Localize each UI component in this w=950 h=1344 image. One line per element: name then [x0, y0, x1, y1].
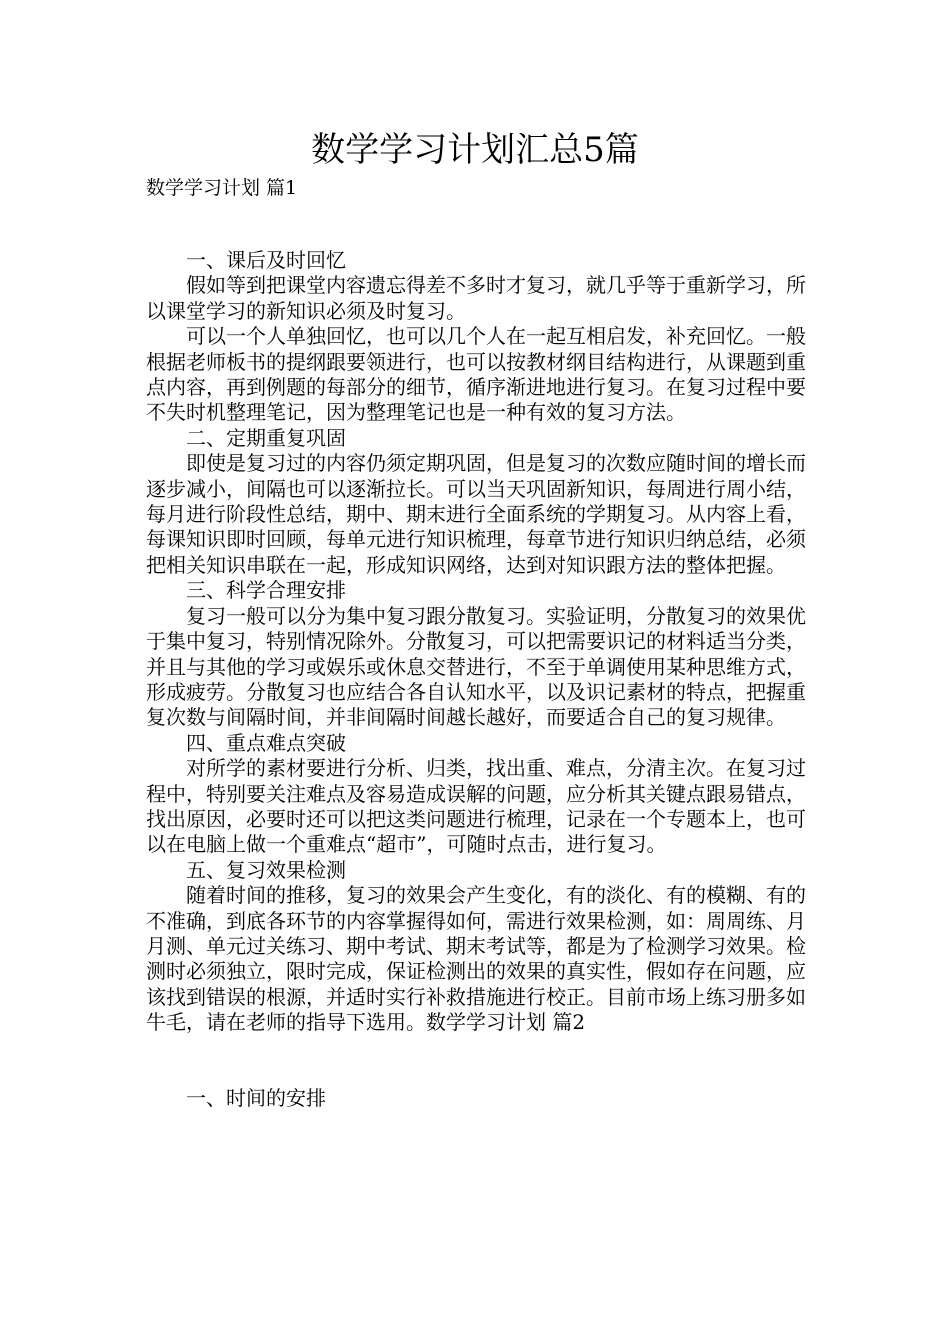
section-heading-1: 一、课后及时回忆	[186, 248, 346, 272]
section-heading-3: 三、科学合理安排	[186, 578, 346, 603]
document-body	[146, 248, 806, 1111]
section-heading-2: 二、定期重复巩固	[186, 425, 346, 450]
paragraph: 可以一个人单独回忆，也可以几个人在一起互相启发，补充回忆。一般根据老师板书的提纲跟要领进行，也可以按教材纲目结构进行，从课题到重点内容，再到例题的每部分的细节，循序渐进地进行复习。在复习过程中要不失时机整理笔记，因为整理笔记也是一种有效的复习方法。	[146, 324, 806, 425]
document-title: 数学学习计划汇总5篇	[311, 130, 639, 170]
section-heading-4: 四、重点难点突破	[186, 730, 346, 755]
section-heading-5: 五、复习效果检测	[186, 857, 346, 882]
section-heading-part2-1: 一、时间的安排	[186, 1085, 326, 1110]
document-subtitle: 数学学习计划 篇1	[146, 177, 298, 199]
paragraph: 假如等到把课堂内容遗忘得差不多时才复习，就几乎等于重新学习，所以课堂学习的新知识必须及时复习。	[146, 273, 806, 323]
paragraph: 随着时间的推移，复习的效果会产生变化，有的淡化、有的模糊、有的不准确，到底各环节的内容掌握得如何，需进行效果检测，如：周周练、月月测、单元过关练习、期中考试、期末考试等，都是为了检测学习效果。检测时必须独立，限时完成，保证检测出的效果的真实性，假如存在问题，应该找到错误的根源，并适时实行补救措施进行校正。目前市场上练习册多如牛毛，请在老师的指导下选用。数学学习计划 篇2	[146, 883, 806, 1035]
paragraph: 对所学的素材要进行分析、归类，找出重、难点，分清主次。在复习过程中，特别要关注难点及容易造成误解的问题，应分析其关键点跟易错点，找出原因，必要时还可以把这类问题进行梳理，记录在一个专题本上，也可以在电脑上做一个重难点“超市”，可随时点击，进行复习。	[146, 756, 806, 857]
blank-space	[146, 1036, 806, 1086]
paragraph: 即使是复习过的内容仍须定期巩固，但是复习的次数应随时间的增长而逐步减小，间隔也可以逐渐拉长。可以当天巩固新知识，每周进行周小结，每月进行阶段性总结，期中、期末进行全面系统的学期复习。从内容上看，每课知识即时回顾，每单元进行知识梳理，每章节进行知识归纳总结，必须把相关知识串联在一起，形成知识网络，达到对知识跟方法的整体把握。	[146, 451, 806, 577]
paragraph: 复习一般可以分为集中复习跟分散复习。实验证明，分散复习的效果优于集中复习，特别情况除外。分散复习，可以把需要识记的材料适当分类，并且与其他的学习或娱乐或休息交替进行，不至于单调使用某种思维方式，形成疲劳。分散复习也应结合各自认知水平，以及识记素材的特点，把握重复次数与间隔时间，并非间隔时间越长越好，而要适合自己的复习规律。	[146, 603, 806, 730]
